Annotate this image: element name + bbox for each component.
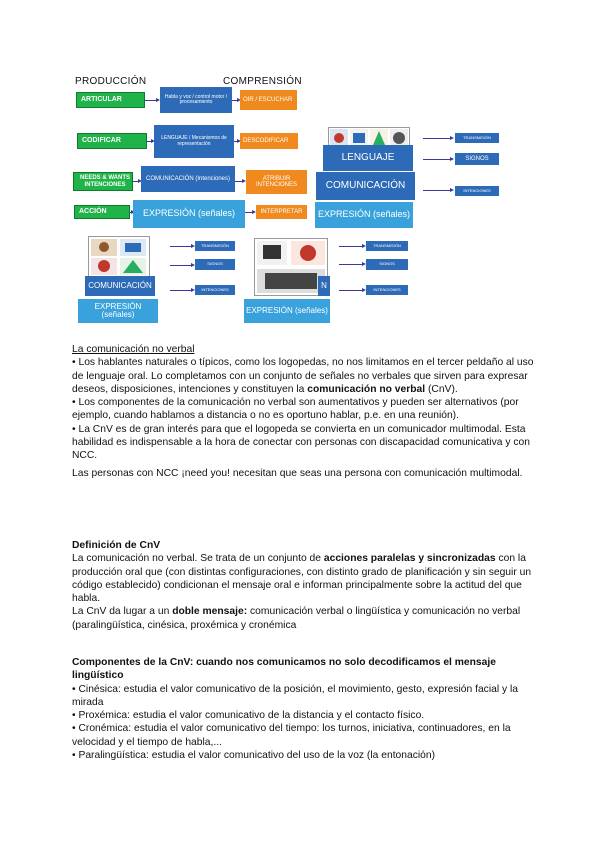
arrow: [235, 181, 243, 182]
bold-run: acciones paralelas y sincronizadas: [323, 553, 496, 565]
section-title: La comunicación no verbal: [72, 344, 195, 355]
box-needs-wants: NEEDS & WANTS INTENCIONES: [73, 172, 133, 191]
arrow: [423, 159, 451, 160]
header-comprension: COMPRENSIÓN: [223, 76, 302, 87]
label-signos-bm: SIGNOS: [366, 259, 408, 270]
label-intenciones-bm: INTENCIONES: [366, 285, 408, 295]
box-expresion-right: EXPRESIÓN (señales): [315, 202, 413, 228]
text-run: comunicación verbal o lingüística y comunicación no verbal (paralingüística, cinésica, proxémica y cronémica: [72, 606, 521, 631]
header-produccion: PRODUCCIÓN: [75, 76, 147, 87]
text-run: con la producción oral que (con distintas configuraciones, con distinto grado de planificación y sin seguir un código establecido) condicionan el mensaje oral e informan principalmente sobre la actitud del que habla.: [72, 553, 532, 605]
arrow: [232, 100, 238, 101]
bold-run: doble mensaje:: [172, 606, 248, 618]
box-descodificar: DESCODIFICAR: [240, 133, 298, 149]
box-codificar: CODIFICAR: [77, 133, 147, 149]
arrow: [339, 264, 363, 265]
pictogram-icon: [254, 238, 328, 296]
arrow: [133, 181, 139, 182]
box-accion: ACCIÓN: [74, 205, 130, 219]
box-comunicacion-intenciones: COMUNICACIÓN (Intenciones): [141, 166, 235, 192]
list-item: • Cronémica: estudia el valor comunicativo del tiempo: los turnos, iniciativa, continuadores, en la velocidad y el tiempo de habla,...: [72, 723, 511, 748]
label-transmision-bm: TRANSMISIÓN: [366, 241, 408, 251]
box-atribuir-intenciones: ATRIBUIR INTENCIONES: [246, 170, 307, 194]
arrow: [170, 290, 192, 291]
arrow: [423, 138, 451, 139]
box-articular: ARTICULAR: [76, 92, 145, 108]
section-title: [72, 539, 542, 552]
paragraph: • La CnV es de gran interés para que el logopeda se convierta en un comunicador multimodal. Esta habilidad es indispensable a la hora de conectar con personas con discapacidad comunicativa y con NCC.: [72, 423, 530, 462]
label-intenciones-right: INTENCIONES: [455, 186, 499, 196]
arrow: [423, 190, 451, 191]
section-cnv: [72, 343, 542, 480]
text-run: La comunicación no verbal. Se trata de un conjunto de: [72, 553, 324, 565]
section-title: [72, 656, 542, 683]
text-run: (CnV).: [425, 383, 458, 395]
arrow: [339, 246, 363, 247]
box-oir-escuchar: OIR / ESCUCHAR: [240, 90, 297, 110]
section-definicion: [72, 539, 542, 632]
arrow: [130, 212, 132, 213]
box-comunicacion-bl: COMUNICACIÓN: [85, 276, 155, 296]
bold-run: comunicación no verbal: [307, 383, 426, 395]
label-intenciones-bl: INTENCIONES: [195, 285, 235, 295]
paragraph: Las personas con NCC ¡need you! necesitan que seas una persona con comunicación multimodal.: [72, 467, 523, 479]
text-run: • Los hablantes naturales o típicos, como los logopedas, no nos limitamos en el tercer peldaño al uso de lenguaje oral. Lo completamos con un conjunto de señales no verbales que sirven para expresar deseos, disposiciones, intenciones y constituyen la: [72, 357, 534, 395]
pictogram-icon: [88, 236, 150, 278]
label-signos-bl: SIGNOS: [195, 259, 235, 270]
label-signos-right: SIGNOS: [455, 153, 499, 165]
title-text: Definición de CnV: [72, 540, 161, 551]
arrow: [147, 141, 152, 142]
box-expresion-senales: EXPRESIÓN (señales): [133, 200, 245, 228]
box-habla-voz: Habla y voz / control motor / procesamiento: [160, 87, 232, 113]
box-lenguaje-right: LENGUAJE: [323, 145, 413, 171]
paragraph: • Los componentes de la comunicación no verbal son aumentativos y pueden ser alternativos (por ejemplo, cuando hablamos a distancia o no es oportuno hablar, p.e. en una reunión).: [72, 397, 519, 422]
box-interpretar: INTERPRETAR: [256, 205, 307, 219]
box-lenguaje-mecanismos: LENGUAJE / Mecanismos de representación: [154, 125, 234, 158]
paragraph: [72, 605, 542, 632]
arrow: [170, 246, 192, 247]
arrow: [170, 265, 192, 266]
arrow: [245, 212, 253, 213]
label-transmision-right: TRANSMISIÓN: [455, 133, 499, 143]
section-componentes: [72, 656, 542, 762]
arrow: [145, 100, 157, 101]
title-text: Componentes de la CnV: cuando nos comunicamos no solo decodificamos el mensaje lingüístico: [72, 657, 496, 682]
paragraph: [72, 552, 542, 605]
box-expresion-bm: EXPRESIÓN (señales): [244, 299, 330, 323]
box-comunicacion-bm: N: [318, 276, 330, 296]
box-expresion-bl: EXPRESIÓN (señales): [78, 299, 158, 323]
arrow: [339, 290, 363, 291]
label-transmision-bl: TRANSMISIÓN: [195, 241, 235, 251]
list-item: • Cinésica: estudia el valor comunicativo de la posición, el movimiento, gesto, expresión facial y la mirada: [72, 683, 519, 708]
communication-diagram: [0, 0, 600, 330]
text-run: La CnV da lugar a un: [72, 606, 173, 618]
box-comunicacion-right: COMUNICACIÓN: [316, 172, 415, 200]
list-item: • Paralingüística: estudia el valor comunicativo del uso de la voz (la entonación): [72, 750, 436, 762]
paragraph: [72, 356, 542, 396]
arrow: [234, 141, 238, 142]
list-item: • Proxémica: estudia el valor comunicativo de la distancia y el contacto físico.: [72, 710, 425, 722]
